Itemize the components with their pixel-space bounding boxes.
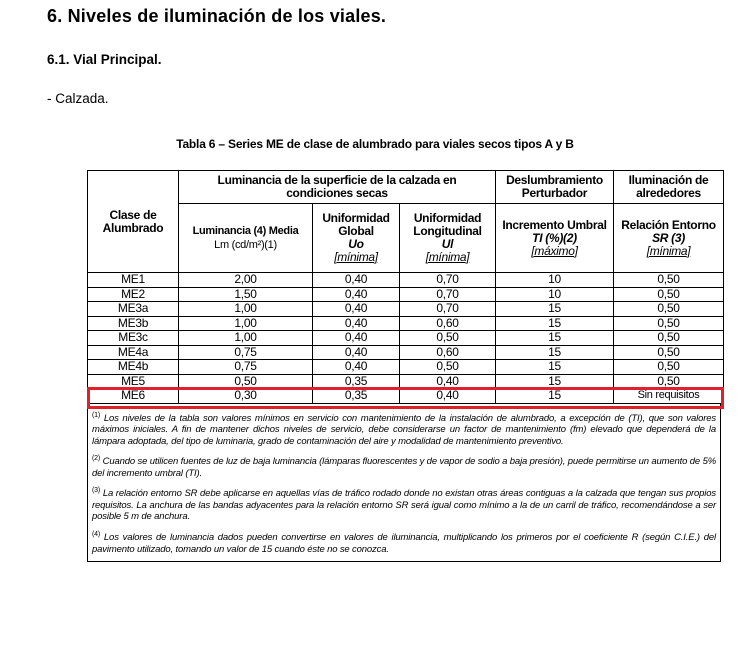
cell-ul: 0,50 bbox=[400, 331, 496, 346]
cell-lm: 0,30 bbox=[179, 389, 313, 404]
footnote-2-text: Cuando se utilicen fuentes de luz de baja luminancia (lámparas fluorescentes y de vapor de sodio a baja presión), puede permitirse un aumento de 5% del incremento umbral (TI). bbox=[92, 456, 716, 479]
cell-ul: 0,70 bbox=[400, 302, 496, 317]
cell-ti: 15 bbox=[496, 316, 614, 331]
cell-ti: 10 bbox=[496, 287, 614, 302]
group-surround-header: Iluminación de alrededores bbox=[614, 171, 724, 204]
cell-uo: 0,35 bbox=[313, 389, 400, 404]
col-lm-header bbox=[179, 204, 313, 273]
cell-uo: 0,40 bbox=[313, 302, 400, 317]
col-ul-header bbox=[400, 204, 496, 273]
col-sr-header bbox=[614, 204, 724, 273]
col-ti-symbol: TI (%)(2) bbox=[532, 230, 577, 245]
cell-sr: 0,50 bbox=[614, 273, 724, 288]
footnote-2-mark: (2) bbox=[92, 455, 101, 463]
cell-lm: 1,00 bbox=[179, 316, 313, 331]
cell-uo: 0,40 bbox=[313, 273, 400, 288]
table-row bbox=[88, 273, 724, 288]
footnote-2 bbox=[92, 447, 716, 479]
cell-lm: 1,50 bbox=[179, 287, 313, 302]
col-ti-label: Incremento Umbral bbox=[502, 217, 607, 232]
footnote-3-text: La relación entorno SR debe aplicarse en aquellas vías de tráfico rodado donde no existan otras áreas contiguas a la calzada que tengan sus propios requisitos. La anchura de las bandas adyacentes para la relación entorno SR será igual como mínimo a la de un carril de tráfico, recomendándose a ser posible 5 m de anchura. bbox=[92, 488, 716, 523]
col-clase-header: Clase de Alumbrado bbox=[88, 171, 179, 273]
col-ti-max: [máximo] bbox=[531, 243, 578, 258]
cell-ti: 15 bbox=[496, 374, 614, 389]
cell-sr: 0,50 bbox=[614, 374, 724, 389]
cell-ul: 0,70 bbox=[400, 287, 496, 302]
cell-uo: 0,40 bbox=[313, 287, 400, 302]
cell-ul: 0,50 bbox=[400, 360, 496, 375]
cell-sr: 0,50 bbox=[614, 302, 724, 317]
cell-sr: Sin requisitos bbox=[614, 389, 724, 404]
col-uo-min: [mínima] bbox=[334, 250, 378, 264]
cell-uo: 0,40 bbox=[313, 360, 400, 375]
cell-clase: ME1 bbox=[88, 273, 179, 288]
table-row-highlighted bbox=[88, 360, 724, 375]
cell-ti: 15 bbox=[496, 302, 614, 317]
cell-ti: 15 bbox=[496, 345, 614, 360]
col-ti-header bbox=[496, 204, 614, 273]
cell-clase: ME3c bbox=[88, 331, 179, 346]
table-row bbox=[88, 345, 724, 360]
footnote-4-mark: (4) bbox=[92, 530, 101, 538]
cell-uo: 0,40 bbox=[313, 331, 400, 346]
col-lm-label: Luminancia (4) Media bbox=[192, 225, 299, 237]
col-lm-symbol: Lm (cd/m²)(1) bbox=[214, 239, 277, 251]
col-ul-label: Uniformidad Longitudinal bbox=[413, 211, 482, 238]
subsection-heading: 6.1. Vial Principal. bbox=[47, 52, 162, 67]
cell-lm: 0,75 bbox=[179, 360, 313, 375]
col-sr-min: [mínima] bbox=[646, 243, 691, 258]
footnote-4 bbox=[92, 523, 716, 555]
cell-ul: 0,40 bbox=[400, 389, 496, 404]
col-uo-header bbox=[313, 204, 400, 273]
cell-sr: 0,50 bbox=[614, 360, 724, 375]
cell-sr: 0,50 bbox=[614, 287, 724, 302]
cell-ti: 15 bbox=[496, 360, 614, 375]
table-row bbox=[88, 331, 724, 346]
cell-lm: 1,00 bbox=[179, 302, 313, 317]
lighting-classes-table bbox=[87, 170, 724, 404]
footnote-3-mark: (3) bbox=[92, 487, 101, 495]
cell-sr: 0,50 bbox=[614, 331, 724, 346]
footnote-1-text: Los niveles de la tabla son valores mínimos en servicio con mantenimiento de la instalación de alumbrado, a excepción de (TI), que son valores máximos iniciales. A fin de mantener dichos niveles de servicio, debe considerarse un factor de mantenimiento (fm) elevado que dependerá de la lámpara adoptada, del tipo de luminaria, grado de contaminación del aire y modalidad de mantenimiento preventivo. bbox=[92, 412, 716, 447]
cell-clase: ME6 bbox=[88, 389, 179, 404]
cell-clase: ME3a bbox=[88, 302, 179, 317]
footnote-3 bbox=[92, 479, 716, 523]
cell-uo: 0,35 bbox=[313, 374, 400, 389]
table-row bbox=[88, 287, 724, 302]
footnote-4-text: Los valores de luminancia dados pueden convertirse en valores de iluminancia, multiplicando los primeros por el coeficiente R (según C.I.E.) del pavimento utilizado, tomando un valor de 15 cuando éste no se conozca. bbox=[92, 532, 716, 555]
cell-ul: 0,60 bbox=[400, 345, 496, 360]
table-row bbox=[88, 316, 724, 331]
cell-ti: 10 bbox=[496, 273, 614, 288]
cell-uo: 0,40 bbox=[313, 345, 400, 360]
table-row bbox=[88, 389, 724, 404]
cell-ul: 0,60 bbox=[400, 316, 496, 331]
table-footnotes bbox=[87, 404, 721, 563]
col-sr-symbol: SR (3) bbox=[652, 230, 685, 245]
cell-sr: 0,50 bbox=[614, 316, 724, 331]
cell-lm: 1,00 bbox=[179, 331, 313, 346]
cell-clase: ME2 bbox=[88, 287, 179, 302]
cell-clase: ME5 bbox=[88, 374, 179, 389]
col-sr-label: Relación Entorno bbox=[621, 217, 716, 232]
cell-ti: 15 bbox=[496, 389, 614, 404]
table-row bbox=[88, 374, 724, 389]
col-uo-symbol: Uo bbox=[348, 237, 364, 251]
cell-sr: 0,50 bbox=[614, 345, 724, 360]
group-luminance-header: Luminancia de la superficie de la calzada en condiciones secas bbox=[179, 171, 496, 204]
cell-lm: 0,75 bbox=[179, 345, 313, 360]
cell-clase: ME4a bbox=[88, 345, 179, 360]
footnote-1 bbox=[92, 404, 716, 448]
cell-lm: 2,00 bbox=[179, 273, 313, 288]
cell-clase: ME3b bbox=[88, 316, 179, 331]
cell-ti: 15 bbox=[496, 331, 614, 346]
cell-ul: 0,40 bbox=[400, 374, 496, 389]
table-row bbox=[88, 302, 724, 317]
list-paragraph: - Calzada. bbox=[47, 91, 109, 106]
cell-uo: 0,40 bbox=[313, 316, 400, 331]
group-glare-header: Deslumbramiento Perturbador bbox=[496, 171, 614, 204]
col-uo-label: Uniformidad Global bbox=[322, 211, 390, 238]
cell-clase: ME4b bbox=[88, 360, 179, 375]
section-heading: 6. Niveles de iluminación de los viales. bbox=[47, 6, 387, 26]
lighting-table-container bbox=[87, 170, 723, 562]
cell-ul: 0,70 bbox=[400, 273, 496, 288]
footnote-1-mark: (1) bbox=[92, 411, 101, 419]
col-ul-min: [mínima] bbox=[425, 250, 470, 264]
cell-lm: 0,50 bbox=[179, 374, 313, 389]
col-ul-symbol: Ul bbox=[441, 237, 454, 251]
table-caption: Tabla 6 – Series ME de clase de alumbrado para viales secos tipos A y B bbox=[176, 137, 574, 151]
